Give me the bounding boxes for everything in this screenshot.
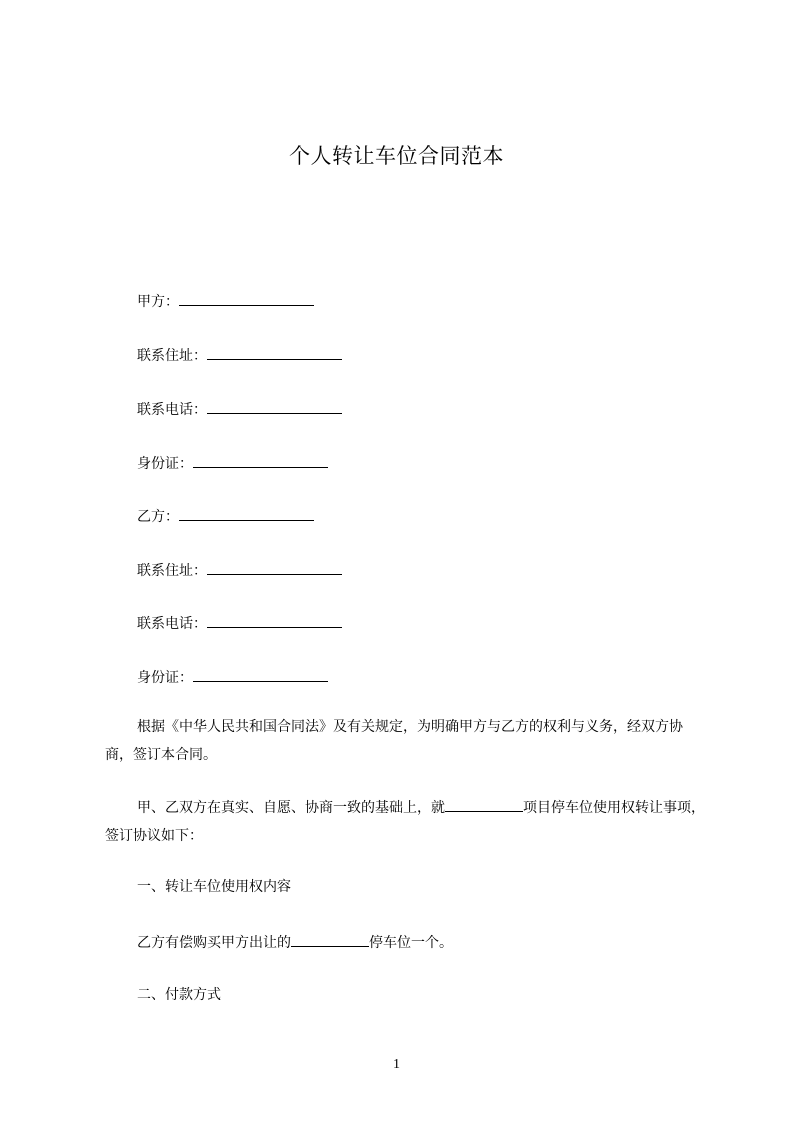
section-1-heading: 一、转让车位使用权内容 [137, 879, 291, 895]
agreement-intro-after: 项目停车位使用权转让事项，签订协议如下： [105, 800, 705, 844]
party-a-address-blank[interactable] [207, 344, 342, 360]
party-b-phone-blank[interactable] [207, 612, 342, 628]
party-b-phone-label: 联系电话： [137, 616, 207, 632]
section-1-text-after: 停车位一个。 [369, 935, 453, 951]
party-a-address-line [137, 344, 342, 366]
party-a-id-line [137, 452, 328, 474]
section-1-text [137, 931, 453, 953]
project-name-blank[interactable] [445, 796, 523, 812]
agreement-intro-before: 甲、乙双方在真实、自愿、协商一致的基础上，就 [137, 800, 445, 816]
party-b-name-blank[interactable] [179, 505, 314, 521]
party-a-phone-blank[interactable] [207, 398, 342, 414]
party-a-phone-label: 联系电话： [137, 402, 207, 418]
party-a-name-blank[interactable] [179, 290, 314, 306]
party-b-id-line [137, 666, 328, 688]
party-b-name-line [137, 505, 314, 527]
party-a-name-line [137, 290, 314, 312]
party-a-id-label: 身份证： [137, 456, 193, 472]
agreement-intro-paragraph [105, 794, 705, 850]
party-b-id-label: 身份证： [137, 670, 193, 686]
page-number: 1 [393, 1057, 400, 1072]
party-b-address-blank[interactable] [207, 559, 342, 575]
preamble-paragraph [105, 713, 705, 769]
party-a-phone-line [137, 398, 342, 420]
parking-space-blank[interactable] [291, 931, 369, 947]
party-b-address-line [137, 559, 342, 581]
document-title: 个人转让车位合同范本 [289, 144, 504, 168]
party-a-id-blank[interactable] [193, 452, 328, 468]
party-b-address-label: 联系住址： [137, 563, 207, 579]
section-2-heading: 二、付款方式 [137, 987, 221, 1003]
party-b-id-blank[interactable] [193, 666, 328, 682]
section-1-text-before: 乙方有偿购买甲方出让的 [137, 935, 291, 951]
party-b-phone-line [137, 612, 342, 634]
preamble-text: 根据《中华人民共和国合同法》及有关规定，为明确甲方与乙方的权利与义务，经双方协商，签订本合同。 [105, 719, 683, 763]
party-a-name-label: 甲方： [137, 294, 179, 310]
party-a-address-label: 联系住址： [137, 348, 207, 364]
party-b-name-label: 乙方： [137, 509, 179, 525]
